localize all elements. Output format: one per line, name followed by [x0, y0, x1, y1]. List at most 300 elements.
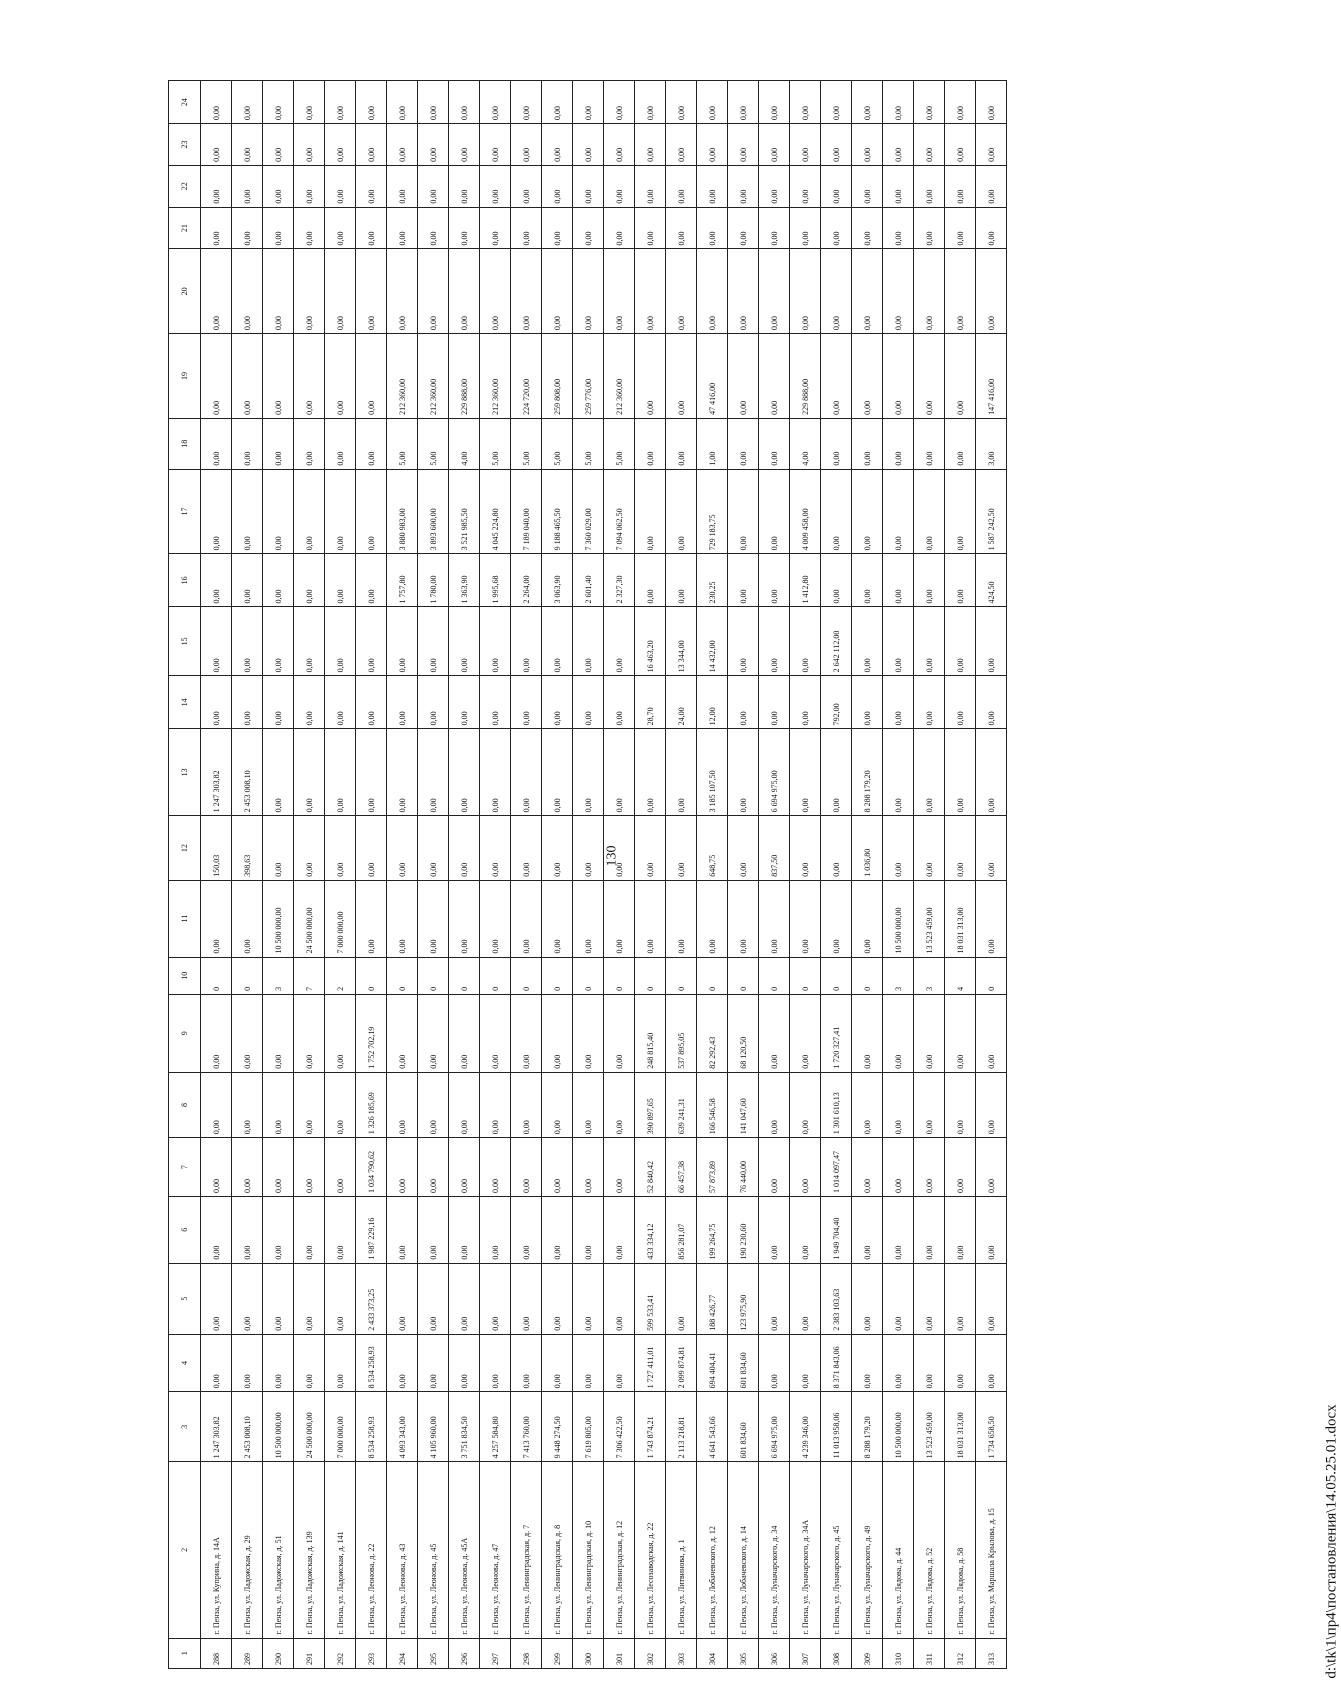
value-cell: 0,00	[387, 729, 418, 816]
value-cell: 141 047,60	[728, 1072, 759, 1138]
value-cell: 0	[697, 957, 728, 994]
value-cell: 0,00	[573, 816, 604, 880]
address-cell: г. Пенза, ул. Лядова, д. 52	[914, 1462, 945, 1638]
address-cell: г. Пенза, ул. Ладожская, д. 29	[232, 1462, 263, 1638]
value-cell: 0,00	[883, 469, 914, 554]
value-cell: 0,00	[573, 607, 604, 676]
row-number-cell: 307	[790, 1638, 821, 1668]
value-cell: 0,00	[201, 418, 232, 469]
value-cell: 0,00	[480, 1263, 511, 1334]
value-cell: 0,00	[666, 334, 697, 419]
value-cell: 230,25	[697, 554, 728, 607]
value-cell: 3	[914, 957, 945, 994]
table-row	[325, 81, 356, 1669]
value-cell: 0,00	[852, 994, 883, 1072]
value-cell: 0,00	[418, 994, 449, 1072]
address-cell: г. Пенза, ул. Луначарского, д. 34	[759, 1462, 790, 1638]
value-cell: 0,00	[325, 418, 356, 469]
value-cell: 0,00	[883, 334, 914, 419]
value-cell: 2 327,30	[604, 554, 635, 607]
value-cell: 0,00	[201, 554, 232, 607]
value-cell: 0	[449, 957, 480, 994]
value-cell: 0,00	[356, 676, 387, 729]
value-cell: 0,00	[852, 334, 883, 419]
value-cell: 0,00	[666, 729, 697, 816]
address-cell: г. Пенза, ул. Литвинова, д. 1	[666, 1462, 697, 1638]
value-cell: 0,00	[542, 1196, 573, 1263]
value-cell: 4 105 960,00	[418, 1392, 449, 1462]
value-cell: 0,00	[914, 554, 945, 607]
value-cell: 0,00	[542, 994, 573, 1072]
value-cell: 1 949 704,40	[821, 1196, 852, 1263]
value-cell: 24 500 000,00	[294, 880, 325, 957]
value-cell: 0,00	[914, 334, 945, 419]
value-cell: 0,00	[883, 165, 914, 207]
value-cell: 0,00	[852, 165, 883, 207]
value-cell: 0,00	[232, 81, 263, 124]
value-cell: 3 521 985,50	[449, 469, 480, 554]
value-cell: 0,00	[759, 165, 790, 207]
value-cell: 0,00	[201, 124, 232, 166]
value-cell: 7 360 029,00	[573, 469, 604, 554]
value-cell: 0,00	[759, 994, 790, 1072]
value-cell: 0	[604, 957, 635, 994]
value-cell: 0,00	[511, 1196, 542, 1263]
value-cell: 0,00	[604, 1334, 635, 1392]
value-cell: 0,00	[883, 418, 914, 469]
value-cell: 1 752 702,19	[356, 994, 387, 1072]
value-cell: 2	[325, 957, 356, 994]
value-cell: 4 239 346,00	[790, 1392, 821, 1462]
value-cell: 0,00	[387, 124, 418, 166]
value-cell: 0,00	[449, 1263, 480, 1334]
value-cell: 0,00	[883, 729, 914, 816]
value-cell: 2 383 103,63	[821, 1263, 852, 1334]
value-cell: 6 694 975,00	[759, 1392, 790, 1462]
address-cell: г. Пенза, ул. Леонова, д. 43	[387, 1462, 418, 1638]
value-cell: 3 893 600,00	[418, 469, 449, 554]
value-cell: 0,00	[480, 207, 511, 249]
value-cell: 601 834,60	[728, 1392, 759, 1462]
value-cell: 0,00	[790, 994, 821, 1072]
value-cell: 0,00	[201, 1263, 232, 1334]
value-cell: 0,00	[852, 81, 883, 124]
value-cell: 0,00	[511, 1334, 542, 1392]
value-cell: 0	[480, 957, 511, 994]
value-cell: 0	[542, 957, 573, 994]
value-cell: 188 426,77	[697, 1263, 728, 1334]
address-cell: г. Пенза, ул. Леонова, д. 22	[356, 1462, 387, 1638]
value-cell: 0,00	[821, 334, 852, 419]
value-cell: 0,00	[697, 880, 728, 957]
value-cell: 0,00	[852, 249, 883, 334]
value-cell: 7 413 760,00	[511, 1392, 542, 1462]
value-cell: 1 412,80	[790, 554, 821, 607]
value-cell: 0,00	[759, 334, 790, 419]
row-number-cell: 293	[356, 1638, 387, 1668]
value-cell: 82 292,43	[697, 994, 728, 1072]
address-cell: г. Пенза, ул. Лесозаводская, д. 22	[635, 1462, 666, 1638]
table-row	[449, 81, 480, 1669]
row-number-cell: 310	[883, 1638, 914, 1668]
value-cell: 0,00	[232, 249, 263, 334]
value-cell: 0,00	[232, 165, 263, 207]
value-cell: 76 440,00	[728, 1138, 759, 1197]
value-cell: 0,00	[511, 729, 542, 816]
value-cell: 1 587 242,50	[976, 469, 1007, 554]
value-cell: 7	[294, 957, 325, 994]
value-cell: 3 751 834,50	[449, 1392, 480, 1462]
address-cell: г. Пенза, ул. Лядова, д. 58	[945, 1462, 976, 1638]
value-cell: 7 000 000,00	[325, 880, 356, 957]
value-cell: 0,00	[945, 1334, 976, 1392]
value-cell: 0,00	[232, 1138, 263, 1197]
value-cell: 0,00	[604, 1138, 635, 1197]
value-cell: 0,00	[852, 607, 883, 676]
value-cell: 0,00	[449, 607, 480, 676]
value-cell: 2 264,00	[511, 554, 542, 607]
value-cell: 0,00	[821, 124, 852, 166]
value-cell: 0,00	[542, 676, 573, 729]
value-cell: 0,00	[635, 165, 666, 207]
table-row	[356, 81, 387, 1669]
value-cell: 0,00	[790, 880, 821, 957]
value-cell: 433 334,12	[635, 1196, 666, 1263]
page-number: 130	[604, 845, 620, 867]
value-cell: 0,00	[263, 1072, 294, 1138]
value-cell: 0,00	[666, 124, 697, 166]
value-cell: 0,00	[263, 994, 294, 1072]
value-cell: 0,00	[759, 1334, 790, 1392]
value-cell: 212 360,00	[604, 334, 635, 419]
value-cell: 0,00	[294, 1196, 325, 1263]
value-cell: 0,00	[883, 607, 914, 676]
value-cell: 3	[263, 957, 294, 994]
value-cell: 0,00	[232, 1334, 263, 1392]
value-cell: 0,00	[449, 729, 480, 816]
row-number-cell: 291	[294, 1638, 325, 1668]
value-cell: 0,00	[356, 729, 387, 816]
value-cell: 0,00	[790, 607, 821, 676]
row-number-cell: 298	[511, 1638, 542, 1668]
value-cell: 0,00	[201, 1334, 232, 1392]
value-cell: 0,00	[945, 124, 976, 166]
value-cell: 0,00	[728, 816, 759, 880]
table-row	[418, 81, 449, 1669]
value-cell: 0,00	[821, 880, 852, 957]
value-cell: 0,00	[232, 1263, 263, 1334]
value-cell: 0,00	[263, 165, 294, 207]
column-header: 14	[169, 676, 201, 729]
value-cell: 10 500 000,00	[263, 880, 294, 957]
value-cell: 0,00	[232, 994, 263, 1072]
column-header: 16	[169, 554, 201, 607]
value-cell: 5,00	[480, 418, 511, 469]
address-cell: г. Пенза, ул. Луначарского, д. 34А	[790, 1462, 821, 1638]
value-cell: 1 301 610,13	[821, 1072, 852, 1138]
table-row	[914, 81, 945, 1669]
address-cell: г. Пенза, ул. Леонова, д. 45А	[449, 1462, 480, 1638]
column-header: 5	[169, 1263, 201, 1334]
value-cell: 0,00	[418, 676, 449, 729]
address-cell: г. Пенза, ул. Леонова, д. 47	[480, 1462, 511, 1638]
value-cell: 0,00	[914, 249, 945, 334]
value-cell: 0,00	[387, 1072, 418, 1138]
address-cell: г. Пенза, ул. Лобачевского, д. 14	[728, 1462, 759, 1638]
value-cell: 5,00	[418, 418, 449, 469]
address-cell: г. Пенза, ул. Лядова, д. 44	[883, 1462, 914, 1638]
value-cell: 0,00	[356, 81, 387, 124]
value-cell: 0,00	[604, 249, 635, 334]
value-cell: 0,00	[294, 554, 325, 607]
value-cell: 2 113 218,81	[666, 1392, 697, 1462]
table-row	[604, 81, 635, 1669]
value-cell: 0,00	[573, 207, 604, 249]
value-cell: 0,00	[790, 676, 821, 729]
value-cell: 248 815,40	[635, 994, 666, 1072]
value-cell: 0,00	[635, 418, 666, 469]
value-cell: 0,00	[480, 1072, 511, 1138]
value-cell: 0,00	[511, 607, 542, 676]
value-cell: 0,00	[759, 1138, 790, 1197]
value-cell: 0,00	[263, 1334, 294, 1392]
value-cell: 212 360,00	[480, 334, 511, 419]
value-cell: 0,00	[852, 1334, 883, 1392]
value-cell: 0,00	[511, 994, 542, 1072]
value-cell: 0,00	[635, 729, 666, 816]
value-cell: 0,00	[821, 816, 852, 880]
value-cell: 0,00	[449, 249, 480, 334]
value-cell: 0,00	[573, 1263, 604, 1334]
value-cell: 5,00	[511, 418, 542, 469]
address-cell: г. Пенза, ул. Лобачевского, д. 12	[697, 1462, 728, 1638]
table-row	[790, 81, 821, 1669]
value-cell: 0,00	[449, 994, 480, 1072]
value-cell: 0,00	[759, 469, 790, 554]
value-cell: 0,00	[387, 249, 418, 334]
value-cell: 1 363,90	[449, 554, 480, 607]
value-cell: 0,00	[418, 607, 449, 676]
value-cell: 0,00	[263, 334, 294, 419]
value-cell: 5,00	[542, 418, 573, 469]
value-cell: 0,00	[976, 1334, 1007, 1392]
value-cell: 9 448 274,50	[542, 1392, 573, 1462]
value-cell: 0,00	[480, 816, 511, 880]
value-cell: 0,00	[480, 81, 511, 124]
row-number-cell: 302	[635, 1638, 666, 1668]
value-cell: 0,00	[294, 1263, 325, 1334]
value-cell: 0,00	[325, 607, 356, 676]
value-cell: 0,00	[356, 607, 387, 676]
value-cell: 0	[976, 957, 1007, 994]
value-cell: 0,00	[542, 165, 573, 207]
value-cell: 0,00	[232, 418, 263, 469]
value-cell: 0,00	[294, 1138, 325, 1197]
value-cell: 0,00	[728, 880, 759, 957]
value-cell: 0,00	[821, 165, 852, 207]
value-cell: 0,00	[914, 207, 945, 249]
value-cell: 0,00	[263, 729, 294, 816]
value-cell: 10 500 000,00	[263, 1392, 294, 1462]
value-cell: 0,00	[387, 880, 418, 957]
value-cell: 7 000 000,00	[325, 1392, 356, 1462]
value-cell: 0,00	[356, 207, 387, 249]
table-row	[635, 81, 666, 1669]
value-cell: 0,00	[418, 880, 449, 957]
table-row	[263, 81, 294, 1669]
value-cell: 0,00	[511, 81, 542, 124]
header-row	[169, 81, 201, 1669]
value-cell: 0,00	[852, 124, 883, 166]
value-cell: 47 416,00	[697, 334, 728, 419]
value-cell: 0,00	[790, 1196, 821, 1263]
value-cell: 0	[573, 957, 604, 994]
value-cell: 0,00	[573, 249, 604, 334]
value-cell: 0,00	[759, 249, 790, 334]
value-cell: 0,00	[356, 249, 387, 334]
value-cell: 0,00	[511, 676, 542, 729]
value-cell: 166 546,58	[697, 1072, 728, 1138]
value-cell: 2 433 373,25	[356, 1263, 387, 1334]
value-cell: 7 094 062,50	[604, 469, 635, 554]
value-cell: 0,00	[387, 81, 418, 124]
value-cell: 0,00	[914, 81, 945, 124]
data-table	[168, 80, 1007, 1669]
value-cell: 16 463,20	[635, 607, 666, 676]
value-cell: 0,00	[201, 1138, 232, 1197]
value-cell: 0,00	[666, 418, 697, 469]
value-cell: 0,00	[449, 676, 480, 729]
value-cell: 0,00	[666, 469, 697, 554]
value-cell: 11 013 958,06	[821, 1392, 852, 1462]
value-cell: 0,00	[945, 994, 976, 1072]
value-cell: 0,00	[511, 816, 542, 880]
value-cell: 0,00	[542, 124, 573, 166]
value-cell: 0,00	[728, 729, 759, 816]
value-cell: 0,00	[480, 729, 511, 816]
value-cell: 4 257 584,80	[480, 1392, 511, 1462]
value-cell: 0,00	[325, 554, 356, 607]
value-cell: 0,00	[852, 880, 883, 957]
row-number-cell: 303	[666, 1638, 697, 1668]
value-cell: 0,00	[790, 81, 821, 124]
value-cell: 18 031 313,00	[945, 1392, 976, 1462]
value-cell: 0,00	[325, 729, 356, 816]
value-cell: 0,00	[604, 1263, 635, 1334]
value-cell: 0,00	[263, 249, 294, 334]
value-cell: 0,00	[945, 81, 976, 124]
value-cell: 0,00	[635, 334, 666, 419]
column-header: 4	[169, 1334, 201, 1392]
column-header: 12	[169, 816, 201, 880]
value-cell: 1 247 303,82	[201, 1392, 232, 1462]
value-cell: 0,00	[232, 676, 263, 729]
value-cell: 599 533,41	[635, 1263, 666, 1334]
value-cell: 0,00	[232, 469, 263, 554]
value-cell: 0,00	[976, 729, 1007, 816]
value-cell: 0,00	[511, 1263, 542, 1334]
value-cell: 0,00	[914, 676, 945, 729]
value-cell: 13 523 459,00	[914, 1392, 945, 1462]
column-header: 23	[169, 124, 201, 166]
footer-file-path: d:\tk\1\пр4\постановления\14.05.25.01.docx	[1323, 1404, 1340, 1679]
table-row	[511, 81, 542, 1669]
value-cell: 3 185 107,50	[697, 729, 728, 816]
value-cell: 0,00	[418, 81, 449, 124]
value-cell: 0,00	[728, 207, 759, 249]
value-cell: 0,00	[945, 1196, 976, 1263]
value-cell: 0	[201, 957, 232, 994]
value-cell: 0,00	[201, 207, 232, 249]
value-cell: 1 326 185,69	[356, 1072, 387, 1138]
column-header: 15	[169, 607, 201, 676]
value-cell: 0,00	[976, 880, 1007, 957]
value-cell: 0,00	[201, 676, 232, 729]
value-cell: 3,00	[976, 418, 1007, 469]
value-cell: 0,00	[542, 816, 573, 880]
value-cell: 259 776,00	[573, 334, 604, 419]
value-cell: 0,00	[294, 1334, 325, 1392]
value-cell: 856 281,07	[666, 1196, 697, 1263]
value-cell: 7 306 422,50	[604, 1392, 635, 1462]
row-number-cell: 309	[852, 1638, 883, 1668]
value-cell: 0,00	[294, 124, 325, 166]
value-cell: 12,00	[697, 676, 728, 729]
value-cell: 4,00	[449, 418, 480, 469]
value-cell: 0,00	[294, 469, 325, 554]
row-number-cell: 304	[697, 1638, 728, 1668]
value-cell: 0,00	[697, 207, 728, 249]
value-cell: 0,00	[387, 607, 418, 676]
value-cell: 0,00	[573, 1138, 604, 1197]
value-cell: 0,00	[418, 816, 449, 880]
value-cell: 0,00	[604, 1072, 635, 1138]
row-number-cell: 288	[201, 1638, 232, 1668]
value-cell: 0,00	[294, 729, 325, 816]
value-cell: 0,00	[325, 334, 356, 419]
value-cell: 0,00	[635, 249, 666, 334]
address-cell: г. Пенза, ул. Ладожская, д. 141	[325, 1462, 356, 1638]
value-cell: 0,00	[759, 607, 790, 676]
value-cell: 0,00	[852, 1138, 883, 1197]
value-cell: 0,00	[883, 249, 914, 334]
value-cell: 4 045 224,80	[480, 469, 511, 554]
value-cell: 0,00	[263, 418, 294, 469]
value-cell: 0,00	[542, 880, 573, 957]
value-cell: 0,00	[759, 880, 790, 957]
value-cell: 0,00	[387, 1334, 418, 1392]
value-cell: 0,00	[821, 469, 852, 554]
value-cell: 0,00	[387, 816, 418, 880]
value-cell: 0,00	[976, 249, 1007, 334]
value-cell: 0,00	[325, 1263, 356, 1334]
value-cell: 0,00	[945, 729, 976, 816]
value-cell: 0,00	[976, 1263, 1007, 1334]
value-cell: 0,00	[511, 207, 542, 249]
value-cell: 0,00	[976, 994, 1007, 1072]
value-cell: 0,00	[728, 165, 759, 207]
table-row	[387, 81, 418, 1669]
value-cell: 0,00	[976, 207, 1007, 249]
row-number-cell: 311	[914, 1638, 945, 1668]
value-cell: 0,00	[790, 165, 821, 207]
value-cell: 0,00	[945, 554, 976, 607]
value-cell: 639 241,31	[666, 1072, 697, 1138]
value-cell: 68 120,50	[728, 994, 759, 1072]
value-cell: 0,00	[883, 1334, 914, 1392]
value-cell: 0,00	[449, 816, 480, 880]
value-cell: 0,00	[511, 1138, 542, 1197]
